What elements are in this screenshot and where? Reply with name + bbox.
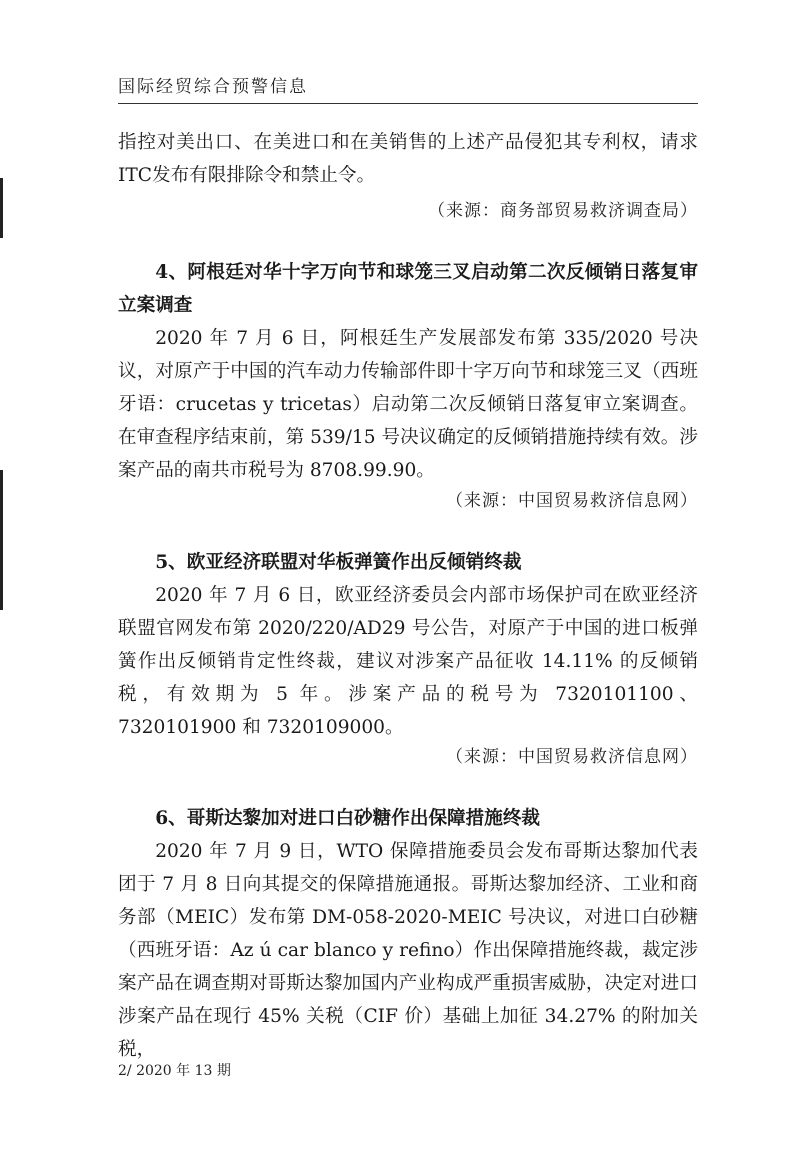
running-header: 国际经贸综合预警信息 (118, 77, 308, 97)
header-rule (118, 103, 698, 104)
section-5-source: （来源：中国贸易救济信息网） (446, 747, 698, 767)
section-5-body: 2020 年 7 月 6 日，欧亚经济委员会内部市场保护司在欧亚经济联盟官网发布第 2020/220/AD29 号公告，对原产于中国的进口板弹簧作出反倾销肯定性终裁，建议对涉案产品征收 14.11% 的反倾销税，有效期为 5 年。涉案产品的税号为 7320101100、7320101900 和 7320109000。 (118, 585, 698, 738)
section-5-title: 5、欧亚经济联盟对华板弹簧作出反倾销终裁 (155, 552, 522, 573)
intro-paragraph: 指控对美出口、在美进口和在美销售的上述产品侵犯其专利权，请求ITC发布有限排除令和禁止令。 (118, 132, 698, 186)
section-6-title: 6、哥斯达黎加对进口白砂糖作出保障措施终裁 (155, 808, 541, 829)
margin-mark (0, 178, 3, 238)
page-footer: 2/ 2020 年 13 期 (118, 1063, 231, 1079)
section-6-body: 2020 年 7 月 9 日，WTO 保障措施委员会发布哥斯达黎加代表团于 7 月 8 日向其提交的保障措施通报。哥斯达黎加经济、工业和商务部（MEIC）发布第 DM-058-2020-MEIC 号决议，对进口白砂糖（西班牙语：Az ú car blanco y refino）作出保障措施终裁，裁定涉案产品在调查期对哥斯达黎加国内产业构成严重损害威胁，决定对进口涉案产品在现行 45% 关税（CIF 价）基础上加征 34.27% 的附加关税， (118, 841, 698, 1060)
margin-mark (0, 470, 3, 610)
intro-source: （来源：商务部贸易救济调查局） (428, 201, 698, 221)
section-4-title: 4、阿根廷对华十字万向节和球笼三叉启动第二次反倾销日落复审立案调查 (118, 262, 698, 316)
section-4-body: 2020 年 7 月 6 日，阿根廷生产发展部发布第 335/2020 号决议，对原产于中国的汽车动力传输部件即十字万向节和球笼三叉（西班牙语：crucetas y tricetas）启动第二次反倾销日落复审立案调查。在审查程序结束前，第 539/15 号决议确定的反倾销措施持续有效。涉案产品的南共市税号为 8708.99.90。 (118, 328, 698, 481)
section-4-source: （来源：中国贸易救济信息网） (446, 491, 698, 511)
